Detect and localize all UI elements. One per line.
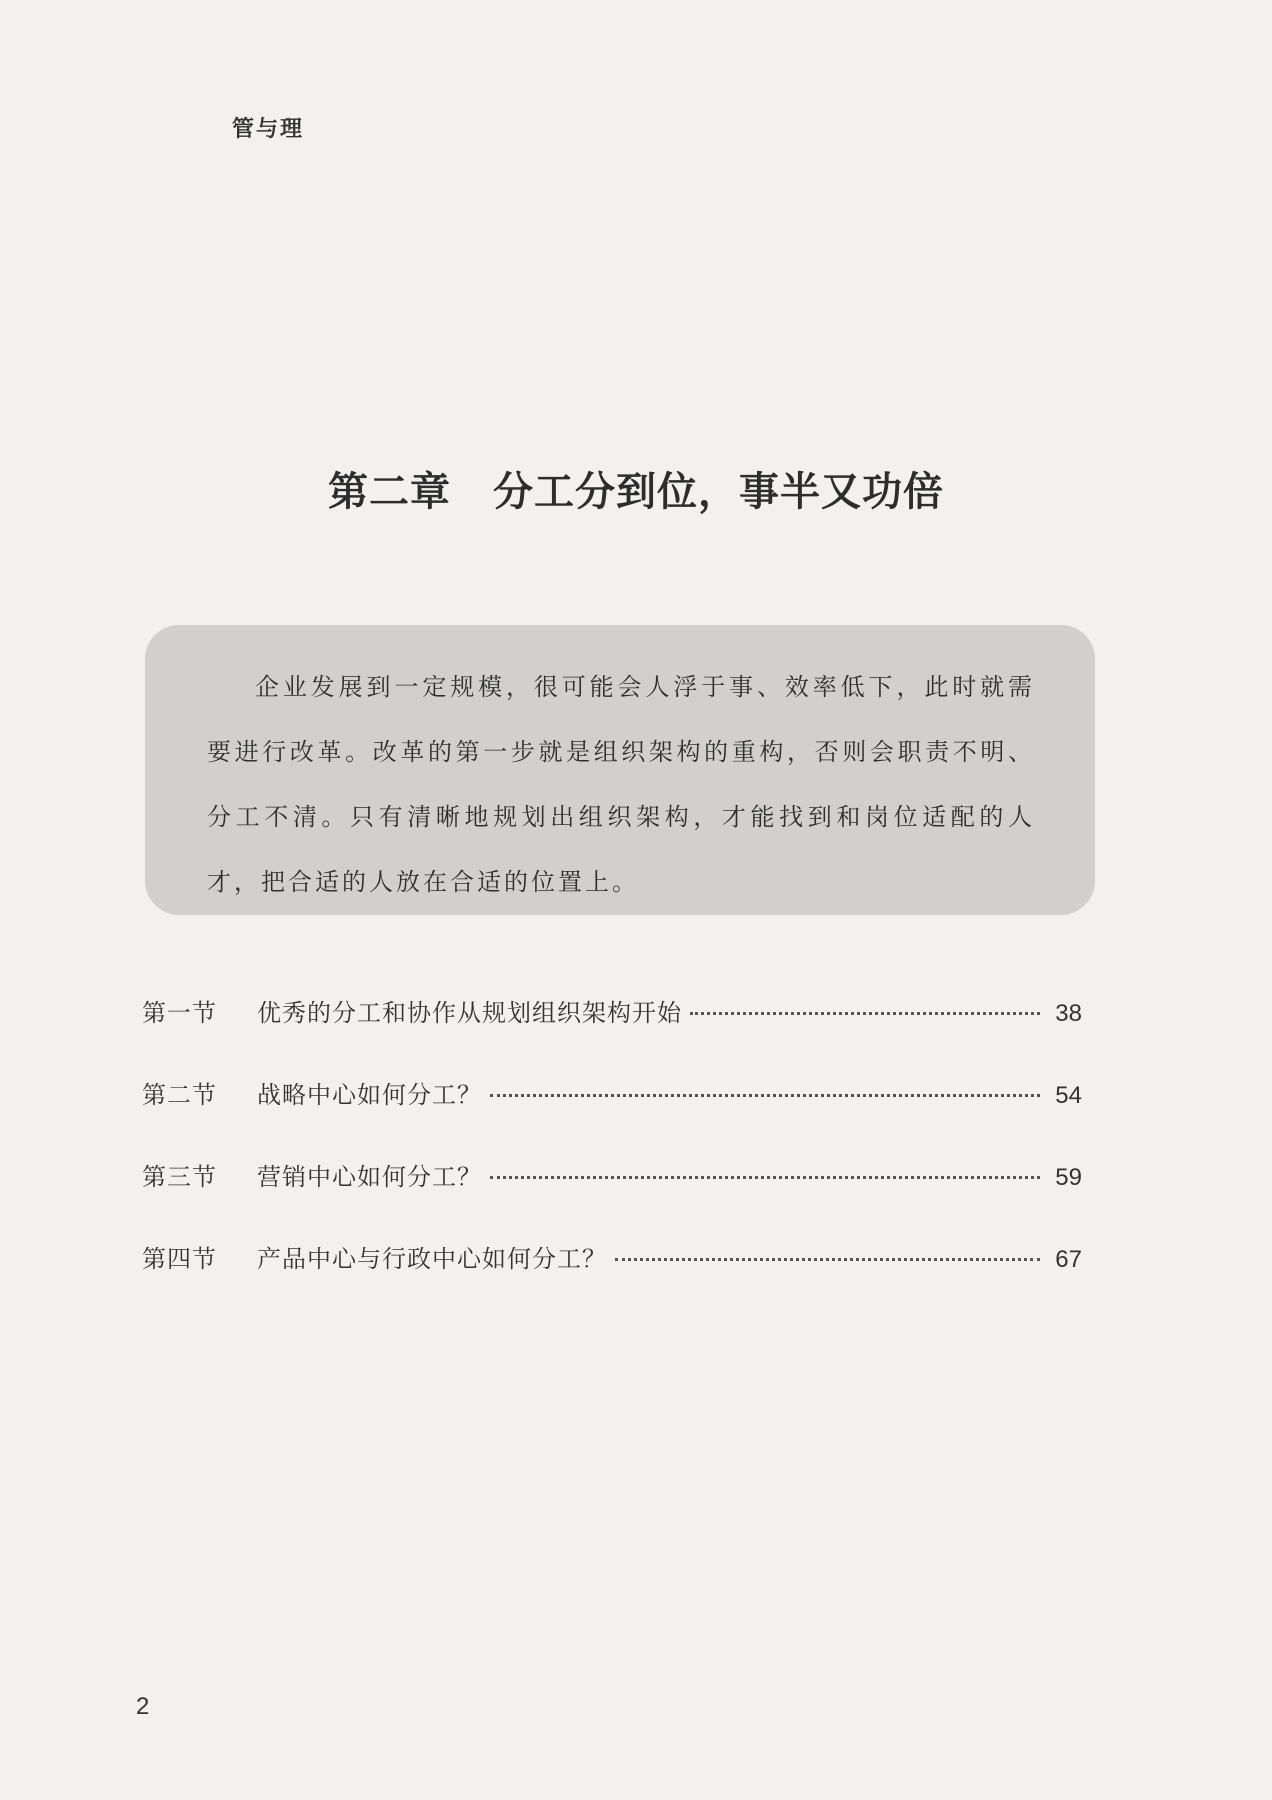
page-number: 2 xyxy=(136,1693,150,1720)
toc-entry[interactable] xyxy=(142,1239,1082,1321)
chapter-intro-box xyxy=(145,625,1095,915)
toc-section-label: 第四节 xyxy=(142,1245,217,1273)
chapter-heading xyxy=(0,460,1272,517)
toc-entry[interactable] xyxy=(142,1157,1082,1239)
chapter-number: 第二章 xyxy=(328,469,451,515)
toc-leader-dots xyxy=(690,1012,1040,1015)
toc-title: 营销中心如何分工？ xyxy=(257,1163,482,1191)
toc-section-label: 第三节 xyxy=(142,1163,217,1191)
toc-title: 产品中心与行政中心如何分工？ xyxy=(257,1245,607,1273)
toc-page-number: 59 xyxy=(1055,1164,1082,1191)
chapter-intro-text: 企业发展到一定规模，很可能会人浮于事、效率低下，此时就需要进行改革。改革的第一步就是组织架构的重构，否则会职责不明、分工不清。只有清晰地规划出组织架构，才能找到和岗位适配的人才，把合适的人放在合适的位置上。 xyxy=(207,673,1035,896)
toc-entry[interactable] xyxy=(142,1075,1082,1157)
toc-leader-dots xyxy=(490,1176,1040,1179)
toc-page-number: 38 xyxy=(1055,1000,1082,1027)
toc-leader-dots xyxy=(490,1094,1040,1097)
running-header: 管与理 xyxy=(232,117,305,142)
toc-leader-dots xyxy=(615,1258,1040,1261)
toc-section-label: 第二节 xyxy=(142,1081,217,1109)
toc-page-number: 54 xyxy=(1055,1082,1082,1109)
chapter-title: 分工分到位，事半又功倍 xyxy=(493,469,944,515)
toc-page-number: 67 xyxy=(1055,1246,1082,1273)
table-of-contents xyxy=(142,993,1082,1321)
toc-section-label: 第一节 xyxy=(142,999,217,1027)
toc-title: 战略中心如何分工？ xyxy=(257,1081,482,1109)
toc-title: 优秀的分工和协作从规划组织架构开始 xyxy=(257,999,682,1027)
toc-entry[interactable] xyxy=(142,993,1082,1075)
